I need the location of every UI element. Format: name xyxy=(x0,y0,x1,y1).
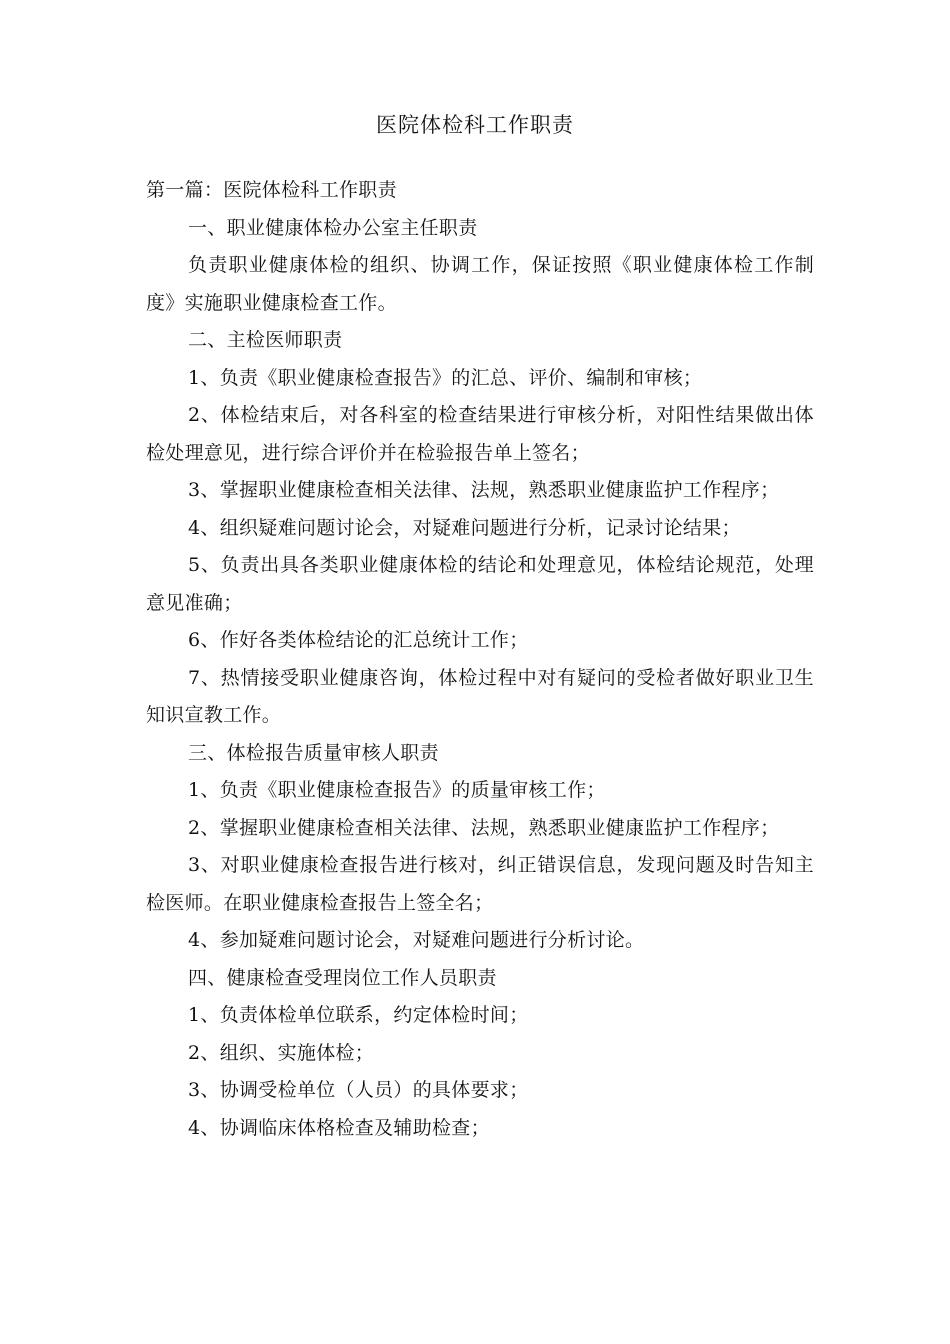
list-item: 3、掌握职业健康检查相关法律、法规，熟悉职业健康监护工作程序； xyxy=(188,479,780,501)
list-item: 1、负责《职业健康检查报告》的汇总、评价、编制和审核； xyxy=(188,366,703,389)
document-body xyxy=(146,172,814,1147)
list-item: 7、热情接受职业健康咨询，体检过程中对有疑问的受检者做好职业卫生知识宣教工作。 xyxy=(146,666,814,726)
paragraph-heading-part-one: 第一篇：医院体检科工作职责 xyxy=(146,179,397,201)
section-heading-report-reviewer: 三、体检报告质量审核人职责 xyxy=(188,741,439,764)
list-item: 4、参加疑难问题讨论会，对疑难问题进行分析讨论。 xyxy=(188,929,645,951)
list-item: 4、组织疑难问题讨论会，对疑难问题进行分析，记录讨论结果； xyxy=(188,516,741,539)
list-item: 6、作好各类体检结论的汇总统计工作； xyxy=(188,629,529,651)
section-heading-reception-staff: 四、健康检查受理岗位工作人员职责 xyxy=(188,966,497,989)
section-heading-chief-physician: 二、主检医师职责 xyxy=(188,329,343,351)
paragraph: 负责职业健康体检的组织、协调工作，保证按照《职业健康体检工作制度》实施职业健康检查工作。 xyxy=(146,254,814,314)
list-item: 2、体检结束后，对各科室的检查结果进行审核分析，对阳性结果做出体检处理意见，进行综合评价并在检验报告单上签名； xyxy=(146,404,814,464)
list-item: 3、对职业健康检查报告进行核对，纠正错误信息，发现问题及时告知主检医师。在职业健康检查报告上签全名； xyxy=(146,854,814,914)
list-item: 2、组织、实施体检； xyxy=(188,1041,375,1064)
list-item: 2、掌握职业健康检查相关法律、法规，熟悉职业健康监护工作程序； xyxy=(188,816,780,839)
list-item: 3、协调受检单位（人员）的具体要求； xyxy=(188,1079,529,1101)
list-item: 4、协调临床体格检查及辅助检查； xyxy=(188,1116,490,1139)
list-item: 1、负责《职业健康检查报告》的质量审核工作； xyxy=(188,779,606,801)
list-item: 5、负责出具各类职业健康体检的结论和处理意见，体检结论规范，处理意见准确； xyxy=(146,554,814,614)
list-item: 1、负责体检单位联系，约定体检时间； xyxy=(188,1004,529,1026)
document-title: 医院体检科工作职责 xyxy=(376,113,574,137)
section-heading-office-director: 一、职业健康体检办公室主任职责 xyxy=(188,216,478,239)
